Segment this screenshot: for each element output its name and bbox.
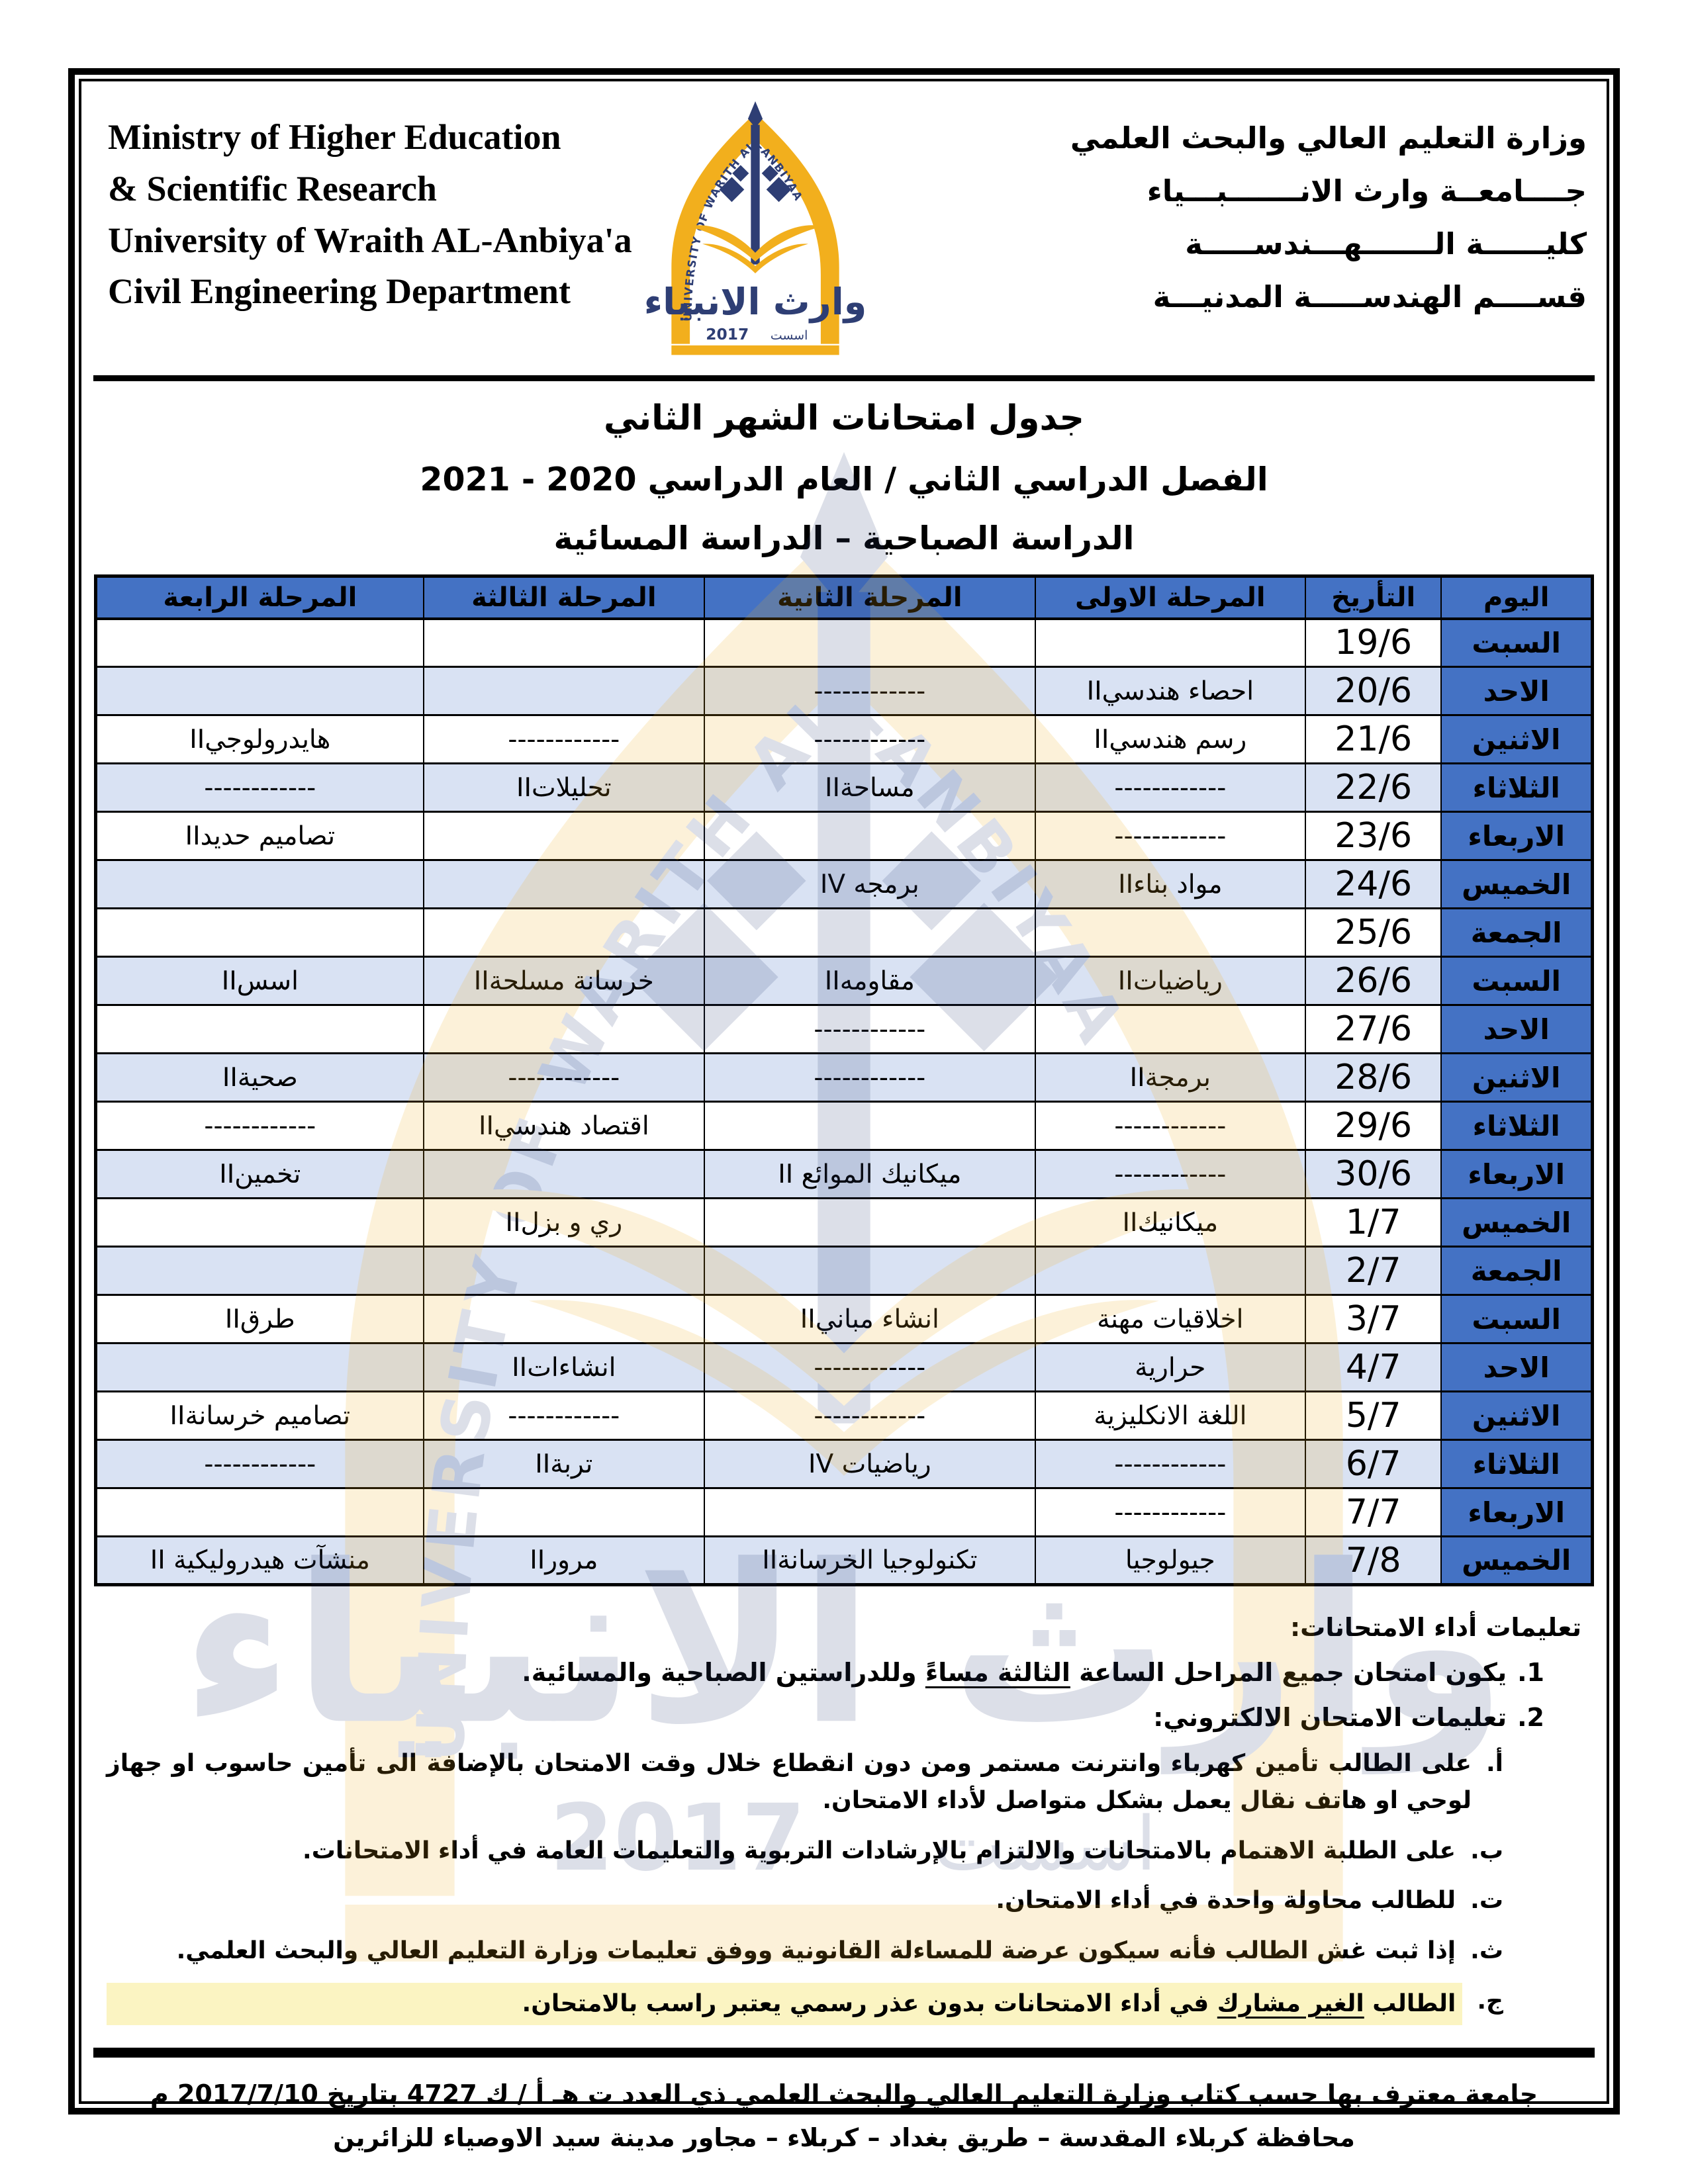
stage1-cell: ------------: [1035, 812, 1305, 860]
stage3-cell: ------------: [424, 1054, 704, 1102]
table-row: [96, 715, 1593, 764]
research-line-en: & Scientific Research: [108, 168, 437, 208]
day-cell: الاحد: [1441, 1005, 1592, 1054]
stage1-cell: اللغة الانكليزية: [1035, 1392, 1305, 1440]
stage2-cell: [704, 619, 1035, 667]
table-header-row: [96, 576, 1593, 619]
stage4-cell: منشآت هيدروليكية II: [96, 1537, 424, 1585]
table-row: [96, 1295, 1593, 1343]
table-row: [96, 764, 1593, 812]
table-row: [96, 812, 1593, 860]
stage1-cell: احصاء هندسيII: [1035, 667, 1305, 715]
header-english-block: [108, 112, 632, 318]
stage4-cell: اسسII: [96, 957, 424, 1005]
stage3-cell: ري و بزلII: [424, 1199, 704, 1247]
stage1-cell: مواد بناءII: [1035, 860, 1305, 909]
stage2-cell: ------------: [704, 1054, 1035, 1102]
header-arabic-block: [1065, 112, 1587, 324]
stage3-cell: [424, 1295, 704, 1343]
stage2-cell: ------------: [704, 1343, 1035, 1392]
stage2-cell: برمجه IV: [704, 860, 1035, 909]
day-cell: السبت: [1441, 957, 1592, 1005]
stage4-cell: تصاميم خرسانةII: [96, 1392, 424, 1440]
title-block: [89, 398, 1599, 557]
note-sub-text: على الطالب تأمين كهرباء وانترنت مستمر ومن دون انقطاع خلال وقت الامتحان بالإضافة الى تأمين حاسوب او جهاز لوحي او هاتف نقال يعمل بشكل متواصل لأداء الامتحان.: [107, 1750, 1472, 1814]
note-item: [107, 1658, 1544, 1687]
stage4-cell: [96, 1488, 424, 1537]
stage4-cell: [96, 1343, 424, 1392]
university-logo: [644, 101, 867, 369]
column-header-day: اليوم: [1441, 576, 1592, 619]
stage3-cell: [424, 812, 704, 860]
stage4-cell: [96, 909, 424, 957]
stage4-cell: [96, 1005, 424, 1054]
inner-border-frame: [79, 79, 1609, 2153]
university-line-en: University of Wraith AL-Anbiya'a: [108, 220, 632, 260]
exam-schedule-table: [94, 574, 1594, 1586]
stage4-cell: [96, 619, 424, 667]
stage1-cell: ------------: [1035, 1488, 1305, 1537]
accreditation-line: جامعة معترف بها حسب كتاب وزارة التعليم العالي والبحث العلمي ذي العدد ت هـ أ / ك 4727 بتاريخ 2017/7/10 م: [150, 2079, 1538, 2109]
note-sub-item: [107, 1983, 1503, 2025]
date-cell: 3/7: [1305, 1295, 1441, 1343]
note-sub-item: [107, 1745, 1503, 1819]
stage1-cell: ------------: [1035, 1150, 1305, 1199]
day-cell: السبت: [1441, 619, 1592, 667]
note-sub-text-highlighted: الطالب الغير مشارك في أداء الامتحانات بدون عذر رسمي يعتبر راسب بالامتحان.: [107, 1983, 1462, 2025]
stage3-cell: مرورII: [424, 1537, 704, 1585]
date-cell: 21/6: [1305, 715, 1441, 764]
stage2-cell: ------------: [704, 715, 1035, 764]
stage4-cell: صحيةII: [96, 1054, 424, 1102]
note-sub-item: [107, 1933, 1503, 1970]
column-header-stage2: المرحلة الثانية: [704, 576, 1035, 619]
stage3-cell: [424, 1005, 704, 1054]
date-cell: 2/7: [1305, 1247, 1441, 1295]
stage4-cell: ------------: [96, 1102, 424, 1150]
note-sub-text: على الطلبة الاهتمام بالامتحانات والالتزام بالإرشادات التربوية والتعليمات العامة في أداء الامتحانات.: [303, 1837, 1456, 1864]
stage1-cell: رياضياتII: [1035, 957, 1305, 1005]
note-item: [107, 1703, 1544, 1732]
note-sub-item: [107, 1882, 1503, 1919]
date-cell: 5/7: [1305, 1392, 1441, 1440]
stage3-cell: [424, 860, 704, 909]
footer-divider: [93, 2048, 1595, 2058]
note-sub-item: [107, 1833, 1503, 1870]
underlined-text: الثالثة مساءً: [925, 1658, 1070, 1687]
note-sub-text: إذا ثبت غش الطالب فأنه سيكون عرضة للمساءلة القانونية ووفق تعليمات وزارة التعليم العالي والبحث العلمي.: [176, 1937, 1456, 1965]
day-cell: الثلاثاء: [1441, 1440, 1592, 1488]
table-row: [96, 1199, 1593, 1247]
note-item-text: يكون امتحان جميع المراحل الساعة الثالثة مساءً وللدراستين الصباحية والمسائية.: [522, 1658, 1507, 1687]
stage1-cell: اخلاقيات مهنة: [1035, 1295, 1305, 1343]
stage2-cell: ميكانيك الموائع II: [704, 1150, 1035, 1199]
date-cell: 7/8: [1305, 1537, 1441, 1585]
stage2-cell: ------------: [704, 1392, 1035, 1440]
stage2-cell: ------------: [704, 667, 1035, 715]
stage3-cell: [424, 1150, 704, 1199]
table-row: [96, 1537, 1593, 1585]
stage2-cell: [704, 1199, 1035, 1247]
stage1-cell: [1035, 1005, 1305, 1054]
table-row: [96, 619, 1593, 667]
stage2-cell: [704, 812, 1035, 860]
table-row: [96, 1005, 1593, 1054]
stage1-cell: حرارية: [1035, 1343, 1305, 1392]
date-cell: 28/6: [1305, 1054, 1441, 1102]
day-cell: الاحد: [1441, 667, 1592, 715]
stage2-cell: مقاومهII: [704, 957, 1035, 1005]
stage1-cell: ميكانيكII: [1035, 1199, 1305, 1247]
stage1-cell: [1035, 619, 1305, 667]
stage2-cell: رياضيات IV: [704, 1440, 1035, 1488]
date-cell: 4/7: [1305, 1343, 1441, 1392]
note-item-marker: 2.: [1517, 1703, 1544, 1732]
day-cell: الاربعاء: [1441, 1488, 1592, 1537]
column-header-stage4: المرحلة الرابعة: [96, 576, 424, 619]
stage3-cell: [424, 909, 704, 957]
table-row: [96, 1150, 1593, 1199]
stage2-cell: انشاء مبانيII: [704, 1295, 1035, 1343]
column-header-stage3: المرحلة الثالثة: [424, 576, 704, 619]
table-row: [96, 909, 1593, 957]
header-divider: [93, 375, 1595, 381]
day-cell: الخميس: [1441, 860, 1592, 909]
day-cell: الخميس: [1441, 1537, 1592, 1585]
stage3-cell: [424, 1488, 704, 1537]
stage4-cell: [96, 860, 424, 909]
stage2-cell: ------------: [704, 1005, 1035, 1054]
stage1-cell: برمجةII: [1035, 1054, 1305, 1102]
college-line-ar: كليــــــة الـــــــهـــندســـــة: [1185, 226, 1587, 262]
stage4-cell: تصاميم حديدII: [96, 812, 424, 860]
stage1-cell: [1035, 1247, 1305, 1295]
stage2-cell: [704, 1102, 1035, 1150]
stage3-cell: ------------: [424, 715, 704, 764]
date-cell: 30/6: [1305, 1150, 1441, 1199]
stage3-cell: اقتصاد هندسيII: [424, 1102, 704, 1150]
stage4-cell: [96, 1199, 424, 1247]
date-cell: 23/6: [1305, 812, 1441, 860]
ministry-line-ar: وزارة التعليم العالي والبحث العلمي: [1070, 120, 1587, 156]
date-cell: 25/6: [1305, 909, 1441, 957]
study-type-subtitle: الدراسة الصباحية – الدراسة المسائية: [553, 520, 1135, 557]
stage3-cell: ------------: [424, 1392, 704, 1440]
date-cell: 1/7: [1305, 1199, 1441, 1247]
stage2-cell: تكنولوجيا الخرسانةII: [704, 1537, 1035, 1585]
department-line-ar: قســــم الهندســـــة المدنيـــة: [1152, 279, 1587, 315]
stage1-cell: رسم هندسيII: [1035, 715, 1305, 764]
day-cell: الاثنين: [1441, 1054, 1592, 1102]
document-header: [89, 93, 1599, 369]
stage3-cell: تربةII: [424, 1440, 704, 1488]
date-cell: 20/6: [1305, 667, 1441, 715]
stage2-cell: [704, 1488, 1035, 1537]
stage4-cell: هايدرولوجيII: [96, 715, 424, 764]
stage4-cell: ------------: [96, 764, 424, 812]
table-row: [96, 1440, 1593, 1488]
underlined-text: الغير مشارك: [1217, 1989, 1364, 2017]
table-row: [96, 1343, 1593, 1392]
stage1-cell: جيولوجيا: [1035, 1537, 1305, 1585]
table-row: [96, 1488, 1593, 1537]
table-row: [96, 1054, 1593, 1102]
day-cell: الثلاثاء: [1441, 1102, 1592, 1150]
note-item-text: تعليمات الامتحان الالكتروني:: [1153, 1703, 1507, 1732]
stage4-cell: تخمينII: [96, 1150, 424, 1199]
schedule-title: جدول امتحانات الشهر الثاني: [604, 398, 1084, 438]
stage4-cell: طرقII: [96, 1295, 424, 1343]
stage3-cell: [424, 619, 704, 667]
table-row: [96, 1247, 1593, 1295]
stage2-cell: مساحةII: [704, 764, 1035, 812]
table-row: [96, 1102, 1593, 1150]
stage3-cell: [424, 1247, 704, 1295]
note-sub-marker: ث.: [1470, 1937, 1503, 1965]
date-cell: 19/6: [1305, 619, 1441, 667]
table-row: [96, 860, 1593, 909]
column-header-stage1: المرحلة الاولى: [1035, 576, 1305, 619]
day-cell: الثلاثاء: [1441, 764, 1592, 812]
date-cell: 6/7: [1305, 1440, 1441, 1488]
column-header-date: التأريخ: [1305, 576, 1441, 619]
department-line-en: Civil Engineering Department: [108, 271, 571, 312]
stage4-cell: [96, 667, 424, 715]
day-cell: الاربعاء: [1441, 812, 1592, 860]
address-line: محافظة كربلاء المقدسة – طريق بغداد – كربلاء – مجاور مدينة سيد الاوصياء للزائرين: [333, 2123, 1355, 2153]
stage1-cell: ------------: [1035, 1440, 1305, 1488]
table-row: [96, 1392, 1593, 1440]
notes-section: [89, 1586, 1599, 2025]
date-cell: 24/6: [1305, 860, 1441, 909]
stage3-cell: تحليلاتII: [424, 764, 704, 812]
outer-border-frame: [68, 68, 1620, 2153]
note-sub-marker: ب.: [1470, 1837, 1503, 1864]
stage4-cell: ------------: [96, 1440, 424, 1488]
stage3-cell: [424, 667, 704, 715]
stage2-cell: [704, 909, 1035, 957]
note-sub-text: للطالب محاولة واحدة في أداء الامتحان.: [996, 1887, 1456, 1915]
stage4-cell: [96, 1247, 424, 1295]
note-sub-marker: أ.: [1485, 1750, 1503, 1777]
date-cell: 29/6: [1305, 1102, 1441, 1150]
day-cell: الاثنين: [1441, 1392, 1592, 1440]
date-cell: 27/6: [1305, 1005, 1441, 1054]
day-cell: الاثنين: [1441, 715, 1592, 764]
table-row: [96, 957, 1593, 1005]
day-cell: الجمعة: [1441, 1247, 1592, 1295]
ministry-line-en: Ministry of Higher Education: [108, 117, 561, 157]
day-cell: الجمعة: [1441, 909, 1592, 957]
notes-heading: تعليمات أداء الامتحانات:: [1289, 1613, 1581, 1642]
day-cell: السبت: [1441, 1295, 1592, 1343]
day-cell: الاحد: [1441, 1343, 1592, 1392]
semester-subtitle: الفصل الدراسي الثاني / العام الدراسي 2020 - 2021: [420, 461, 1268, 498]
stage2-cell: [704, 1247, 1035, 1295]
university-line-ar: جــــامعــة وارث الانـــــــبـــياء: [1147, 173, 1587, 209]
note-sub-marker: ج.: [1477, 1987, 1503, 2015]
stage1-cell: ------------: [1035, 1102, 1305, 1150]
stage3-cell: انشاءاتII: [424, 1343, 704, 1392]
stage1-cell: ------------: [1035, 764, 1305, 812]
stage1-cell: [1035, 909, 1305, 957]
day-cell: الخميس: [1441, 1199, 1592, 1247]
stage3-cell: خرسانة مسلحةII: [424, 957, 704, 1005]
document-footer: [89, 2072, 1599, 2160]
date-cell: 22/6: [1305, 764, 1441, 812]
date-cell: 7/7: [1305, 1488, 1441, 1537]
date-cell: 26/6: [1305, 957, 1441, 1005]
note-sub-marker: ت.: [1470, 1887, 1503, 1915]
day-cell: الاربعاء: [1441, 1150, 1592, 1199]
table-row: [96, 667, 1593, 715]
note-item-marker: 1.: [1517, 1658, 1544, 1687]
